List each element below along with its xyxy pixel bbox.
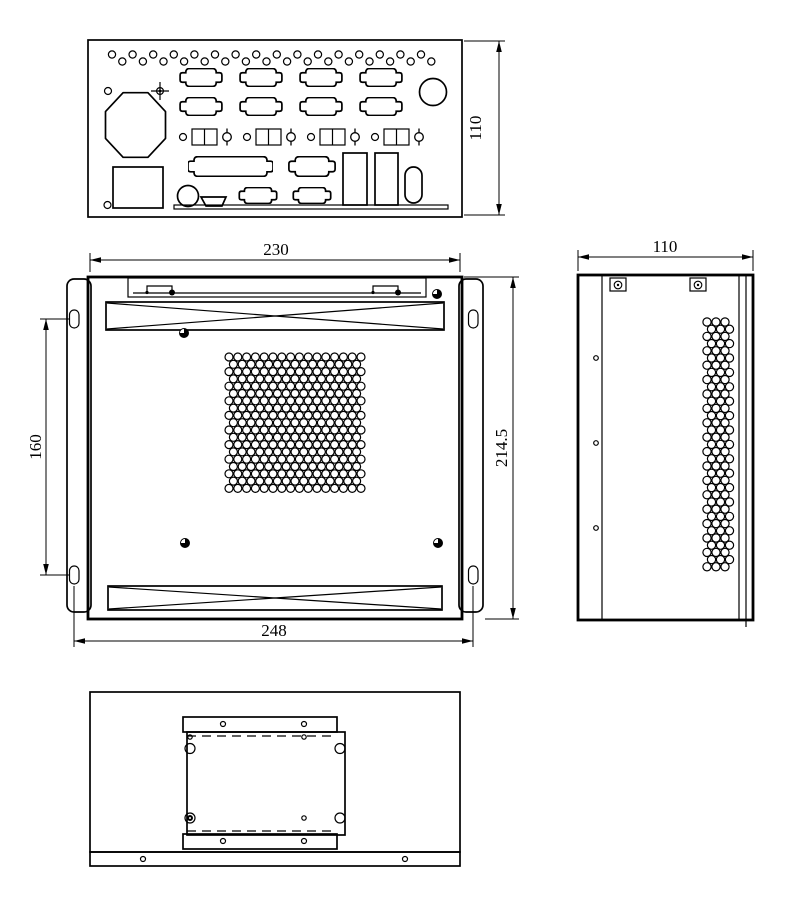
plate-hole-tr — [335, 744, 345, 754]
plate-top-bar — [183, 717, 337, 732]
lan-capsule — [405, 167, 422, 203]
dim-side-depth — [578, 237, 753, 271]
rear-panel-view — [88, 40, 505, 217]
power-inlet-cutout — [113, 167, 163, 208]
top-rail — [128, 278, 426, 297]
screw-top-right — [433, 290, 442, 299]
screw-bottom-right — [434, 539, 443, 548]
cross-brace-top — [106, 302, 444, 330]
led-switch-groups — [180, 129, 424, 146]
rear-hole-bottom-left — [104, 202, 111, 209]
dim-label-plan-width: 230 — [263, 240, 289, 259]
side-hole-2 — [594, 441, 599, 446]
rear-vent-row — [108, 51, 435, 65]
mount-slot-bottom-left — [70, 566, 80, 584]
parallel-port — [188, 157, 273, 177]
vga-port — [289, 157, 335, 177]
cross-brace-bottom — [108, 586, 442, 610]
dim-rear-height — [464, 41, 505, 215]
strip-hole-right — [403, 857, 408, 862]
bottom-plan-view — [26, 240, 519, 647]
io-shield-area — [174, 153, 448, 209]
rear-hole-top-left — [105, 88, 112, 95]
rear-round-cutout — [420, 79, 447, 106]
dim-mount-spacing — [26, 319, 70, 575]
side-vent-column — [703, 318, 734, 571]
dim-label-side-depth: 110 — [652, 237, 678, 256]
dim-label-rear-height: 110 — [466, 115, 485, 141]
plate-hole-br — [335, 813, 345, 823]
mount-slot-top-right — [469, 310, 479, 328]
dim-label-mount-spacing: 160 — [26, 434, 45, 460]
bottom-vent-grid — [225, 353, 365, 492]
screw-top-left — [180, 329, 189, 338]
strip-hole-left — [141, 857, 146, 862]
dim-plan-width — [90, 240, 460, 272]
serial-port-row-1 — [180, 69, 402, 87]
plate-bottom-bar — [183, 834, 337, 849]
mount-slot-top-left — [70, 310, 80, 328]
ps2-port — [178, 186, 199, 207]
com-port-b — [293, 188, 330, 204]
usb-stack-1 — [343, 153, 367, 205]
usb-stack-2 — [375, 153, 398, 205]
side-hole-1 — [594, 356, 599, 361]
dim-label-plan-height: 214.5 — [492, 428, 511, 468]
fan-cutout — [106, 93, 166, 158]
inner-plate — [187, 732, 345, 835]
screw-crosshair — [151, 82, 169, 100]
front-outline — [90, 692, 460, 852]
dim-mount-width — [74, 586, 473, 647]
side-hole-3 — [594, 526, 599, 531]
screw-bottom-left — [181, 539, 190, 548]
dim-label-mount-width: 248 — [261, 621, 287, 640]
serial-port-row-2 — [180, 98, 402, 116]
mount-slot-bottom-right — [469, 566, 479, 584]
front-view — [90, 692, 460, 866]
com-port-a — [239, 188, 276, 204]
side-view — [578, 237, 753, 627]
mounting-plate — [183, 717, 345, 849]
